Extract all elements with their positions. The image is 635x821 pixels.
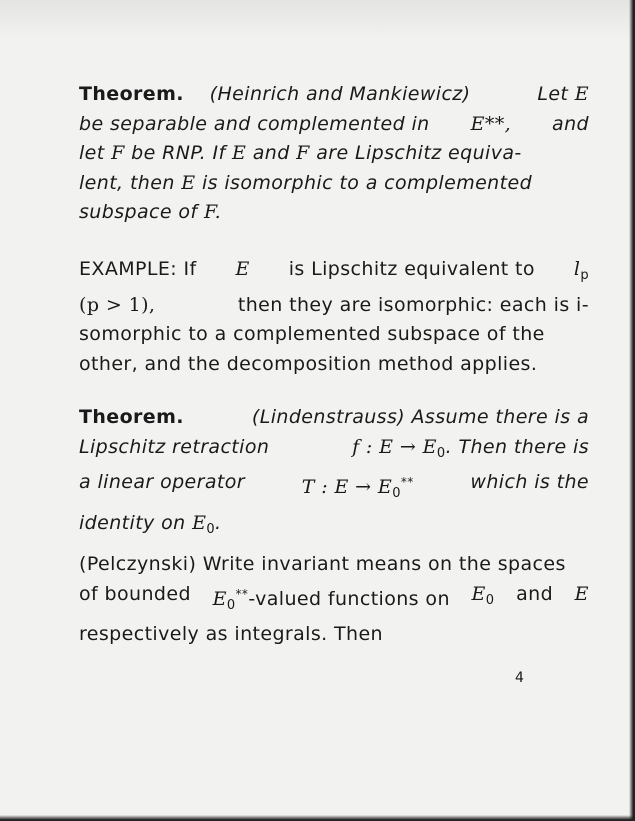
text: Let	[537, 83, 569, 105]
pelczynski-paragraph	[79, 550, 589, 650]
math: E**,	[470, 112, 512, 135]
page-shadow	[0, 0, 635, 40]
math: E	[212, 587, 227, 610]
text-line	[79, 80, 589, 110]
text-line	[79, 403, 589, 433]
math: E	[181, 171, 196, 194]
text-line	[79, 350, 589, 380]
text: -valued functions on	[248, 587, 450, 610]
math-subscript: 0	[206, 521, 216, 537]
text: (Lindenstrauss) Assume there is a	[251, 406, 589, 428]
text-line	[79, 509, 589, 545]
text: a linear operator	[79, 471, 245, 493]
text: and	[252, 142, 290, 164]
text: then they are isomorphic: each is i-	[237, 293, 589, 316]
math: E	[232, 142, 247, 164]
page-edge-bottom	[0, 815, 635, 821]
text: which is the	[470, 471, 589, 493]
text-line	[79, 550, 589, 580]
text-line	[79, 433, 589, 469]
math: F.	[203, 201, 222, 223]
text: and	[552, 112, 589, 135]
text-line	[79, 255, 589, 291]
math-superscript: **	[235, 586, 249, 601]
math: E	[574, 582, 589, 605]
math-subscript: 0	[485, 592, 495, 608]
theorem-heading: Theorem.	[79, 406, 184, 428]
math-subscript: p	[580, 268, 589, 283]
text: . Then there is	[445, 435, 589, 458]
text: other, and the decomposition method applies.	[79, 352, 538, 375]
text-line	[79, 169, 589, 199]
math-superscript: **	[400, 475, 414, 489]
text-line	[79, 468, 589, 509]
text: are Lipschitz equiva-	[316, 142, 522, 164]
theorem-heading: Theorem.	[79, 83, 184, 105]
text: (Pelczynski) Write invariant means on the spaces	[79, 553, 566, 575]
text: .	[215, 511, 222, 534]
text: lent, then	[79, 171, 175, 194]
text-line	[79, 291, 589, 321]
math: E	[192, 511, 207, 534]
math: (p > 1),	[79, 293, 156, 316]
text: be separable and complemented in	[79, 112, 430, 135]
math: E	[235, 258, 250, 280]
text: be RNP. If	[131, 142, 226, 164]
example-paragraph	[79, 255, 589, 379]
text: somorphic to a complemented subspace of the	[79, 323, 545, 345]
theorem-attribution: (Heinrich and Mankiewicz)	[209, 83, 471, 105]
text: Lipschitz retraction	[79, 435, 270, 458]
math: f : E → E	[352, 435, 437, 458]
text-line	[79, 139, 589, 169]
text: respectively as integrals. Then	[79, 623, 383, 645]
text-line	[79, 198, 589, 228]
text-line	[79, 320, 589, 350]
math-subscript: 0	[226, 597, 236, 613]
text: EXAMPLE: If	[79, 258, 197, 280]
text-line	[79, 580, 589, 621]
math: F	[111, 142, 125, 164]
page-number: 4	[515, 670, 524, 686]
text: subspace of	[79, 201, 198, 223]
math-subscript: 0	[392, 486, 401, 501]
math: F	[296, 142, 310, 164]
text: identity on	[79, 511, 186, 534]
theorem-lindenstrauss	[79, 403, 589, 544]
text: and	[516, 582, 554, 605]
text: let	[79, 142, 105, 164]
theorem-heinrich-mankiewicz	[79, 80, 589, 228]
text-line	[79, 110, 589, 140]
math: E	[574, 83, 589, 105]
math-subscript: 0	[436, 445, 446, 461]
text: is isomorphic to a complemented	[201, 171, 533, 194]
math: E	[471, 582, 486, 605]
text: of bounded	[79, 582, 191, 605]
page-edge	[629, 0, 635, 821]
math: T : E → E	[301, 476, 393, 498]
math: l	[573, 258, 581, 280]
text-line	[79, 620, 589, 650]
text: is Lipschitz equivalent to	[288, 258, 535, 280]
